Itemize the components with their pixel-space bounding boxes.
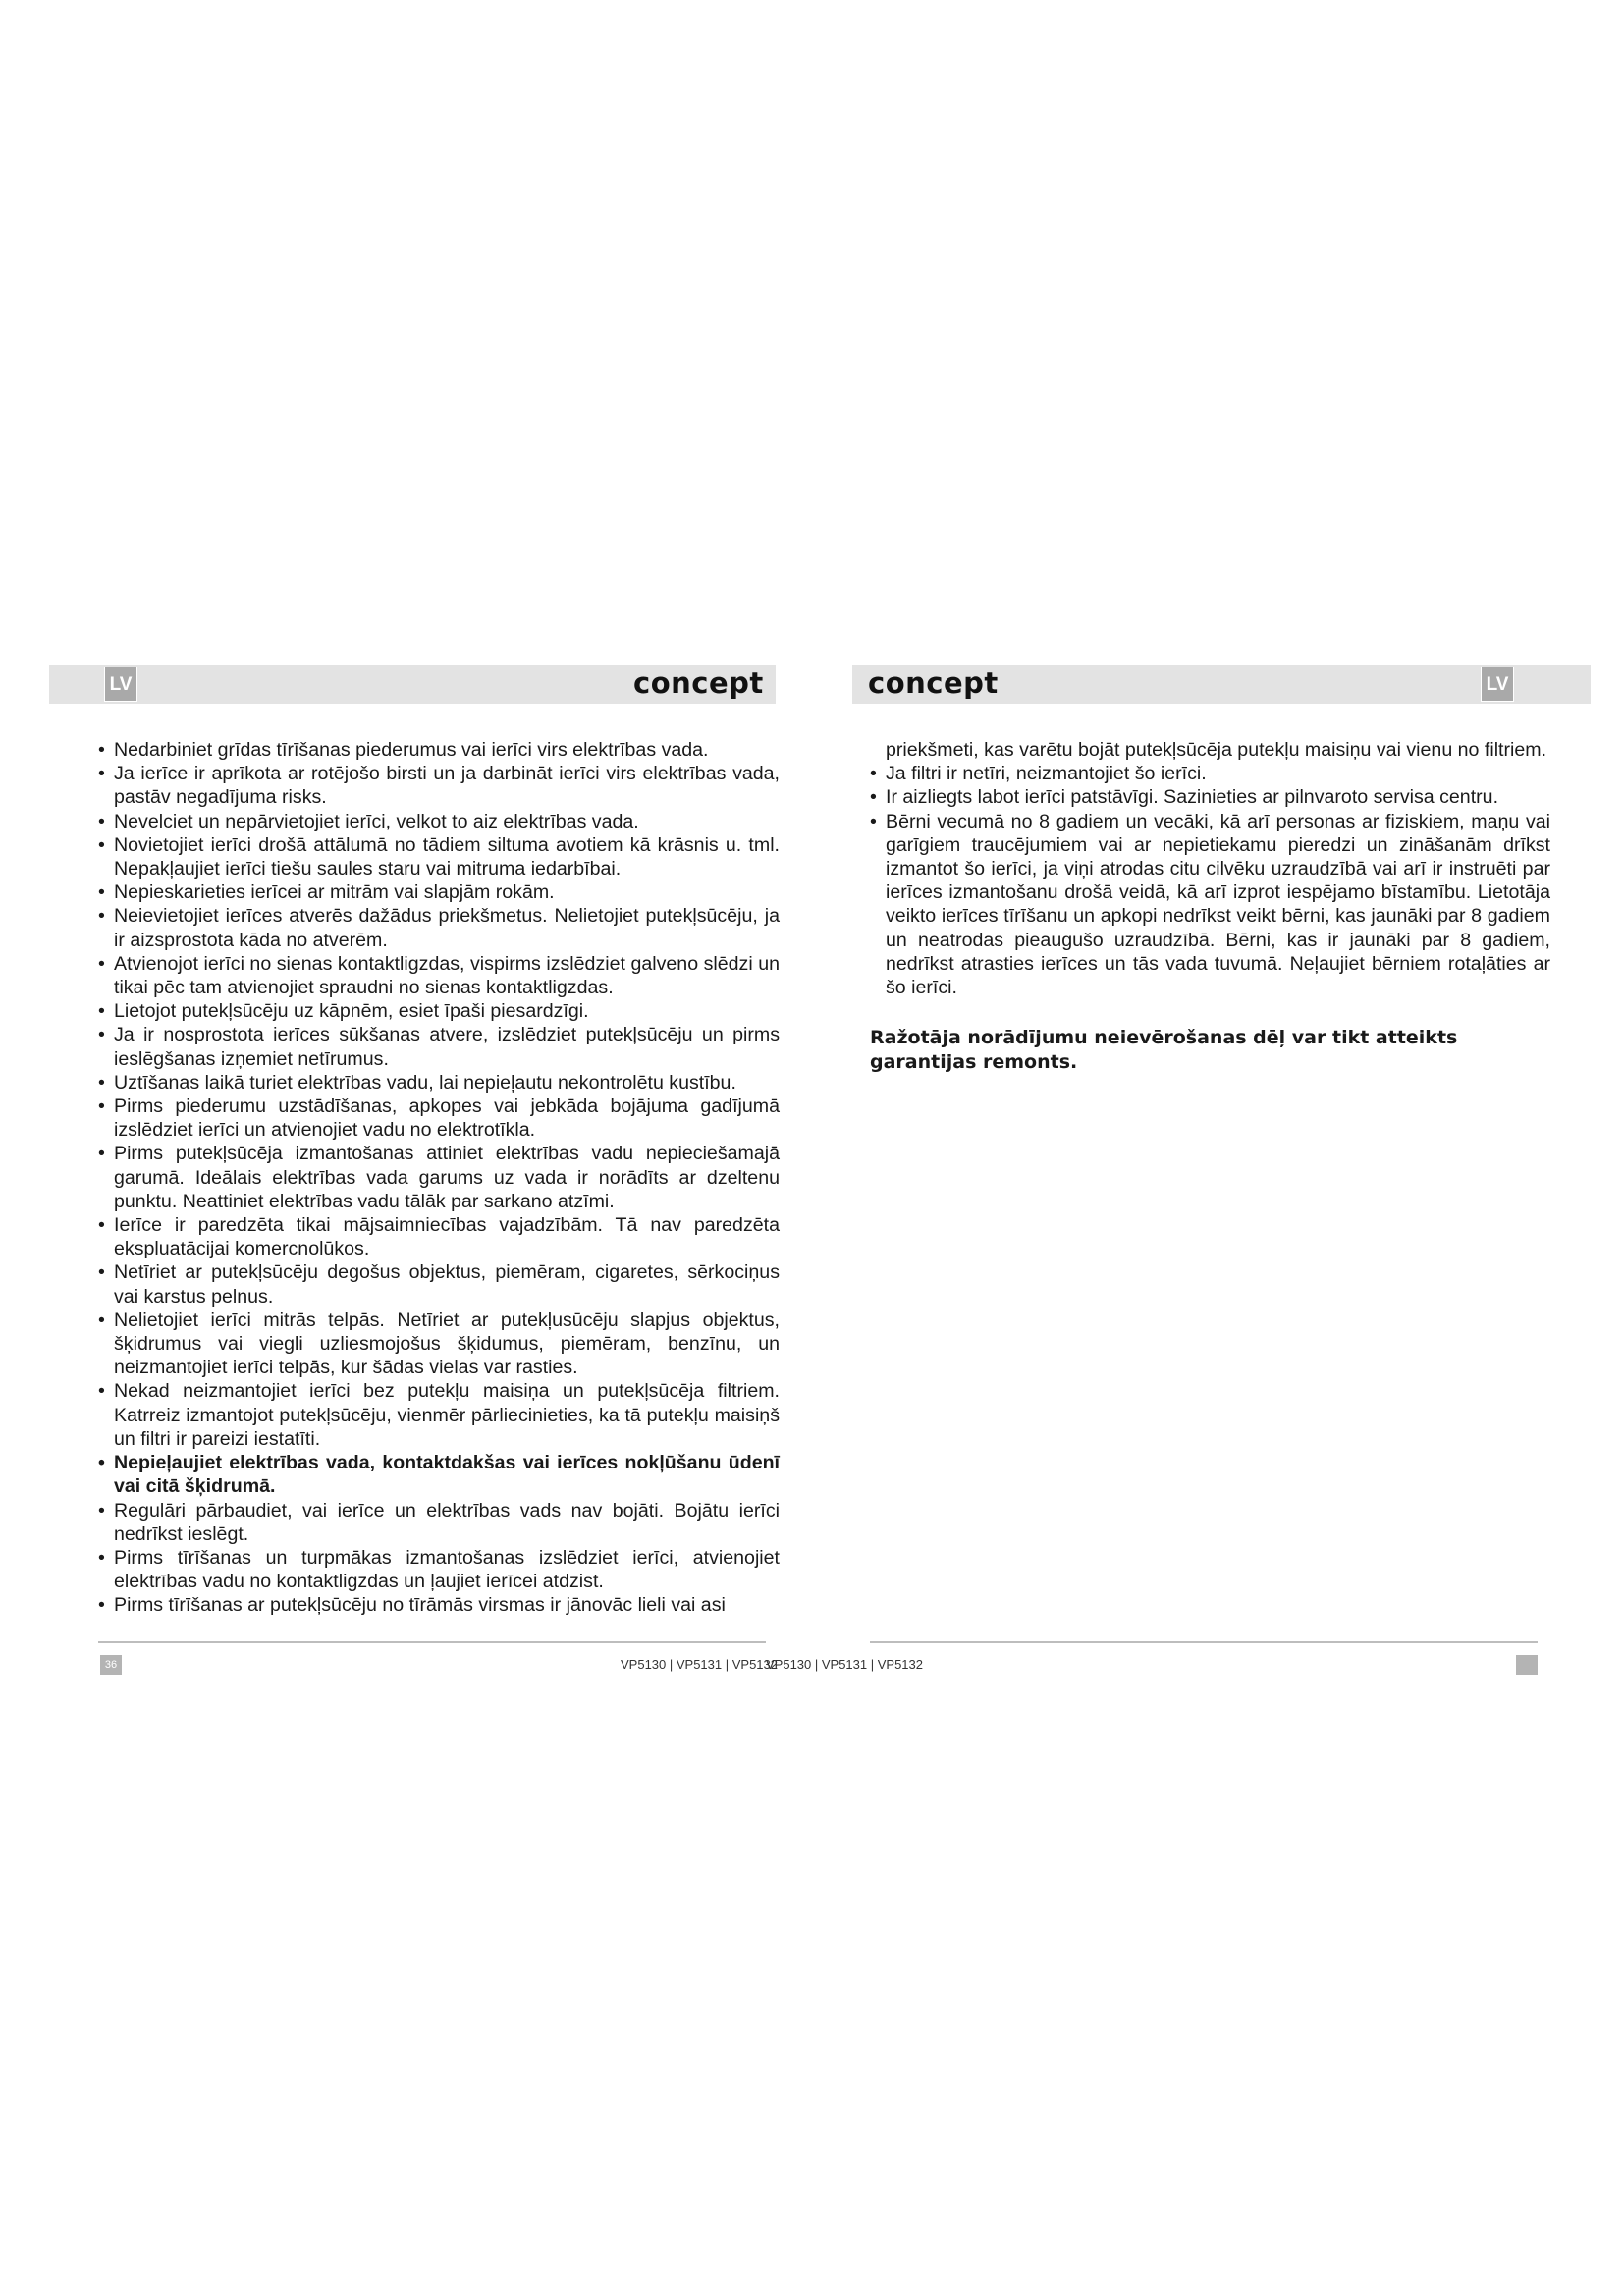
list-item: • Nelietojiet ierīci mitrās telpās. Netīriet ar putekļusūcēju slapjus objektus, šķidrumus vai viegli uzliesmojošus šķidumus, piemēram, benzīnu, un neizmantojiet ierīci telpās, kur šādas vielas var rasties. [98, 1308, 780, 1380]
right-column [870, 738, 1550, 1094]
list-item: • Uztīšanas laikā turiet elektrības vadu, lai nepieļautu nekontrolētu kustību. [98, 1071, 780, 1095]
list-item: • Ja ir nosprostota ierīces sūkšanas atvere, izslēdziet putekļsūcēju un pirms ieslēgšanas izņemiet netīrumus. [98, 1023, 780, 1070]
list-item: • Regulāri pārbaudiet, vai ierīce un elektrības vads nav bojāti. Bojātu ierīci nedrīkst ieslēgt. [98, 1499, 780, 1546]
list-item: • Pirms tīrīšanas un turpmākas izmantošanas izslēdziet ierīci, atvienojiet elektrības vadu no kontaktligzdas un ļaujiet ierīcei atdzist. [98, 1546, 780, 1593]
footer-rule-right [870, 1641, 1538, 1643]
language-badge-left: LV [104, 667, 137, 702]
page-marker-right [1516, 1655, 1538, 1675]
warranty-notice: Ražotāja norādījumu neievērošanas dēļ var tikt atteikts garantijas remonts. [870, 1027, 1458, 1074]
list-item: • Novietojiet ierīci drošā attālumā no tādiem siltuma avotiem kā krāsnis u. tml. Nepakļaujiet ierīci tiešu saules staru vai mitruma iedarbībai. [98, 833, 780, 881]
list-item: • Nekad neizmantojiet ierīci bez putekļu maisiņa un putekļsūcēja filtriem. Katrreiz izmantojot putekļsūcēju, vienmēr pārliecinieties, ka tā putekļu maisiņš un filtri ir pareizi iestatīti. [98, 1379, 780, 1451]
list-item: • Nedarbiniet grīdas tīrīšanas piederumus vai ierīci virs elektrības vada. [98, 738, 780, 762]
language-badge-right: LV [1481, 667, 1514, 702]
list-item: • Ja ierīce ir aprīkota ar rotējošo birsti un ja darbināt ierīci virs elektrības vada, pastāv negadījuma risks. [98, 762, 780, 809]
list-item: • Netīriet ar putekļsūcēju degošus objektus, piemēram, cigaretes, sērkociņus vai karstus pelnus. [98, 1260, 780, 1308]
brand-logo-left: concept [633, 667, 764, 700]
footer-rule-left [98, 1641, 766, 1643]
list-item: • Pirms tīrīšanas ar putekļsūcēju no tīrāmās virsmas ir jānovāc lieli vai asi [98, 1593, 780, 1617]
list-item: • Pirms piederumu uzstādīšanas, apkopes vai jebkāda bojājuma gadījumā izslēdziet ierīci un atvienojiet vadu no elektrotīkla. [98, 1095, 780, 1142]
list-item: • Pirms putekļsūcēja izmantošanas attiniet elektrības vadu nepieciešamajā garumā. Ideālais elektrības vada garums uz vada ir norādīts ar dzeltenu punktu. Neattiniet elektrības vadu tālāk par sarkano atzīmi. [98, 1142, 780, 1213]
left-column [98, 738, 780, 1618]
brand-logo-right: concept [868, 667, 999, 700]
list-item: • Nepieskarieties ierīcei ar mitrām vai slapjām rokām. [98, 881, 780, 904]
model-numbers-right: VP5130 | VP5131 | VP5132 [766, 1657, 923, 1672]
list-item: • Atvienojot ierīci no sienas kontaktligzdas, vispirms izslēdziet galveno slēdzi un tikai pēc tam atvienojiet spraudni no sienas kontaktligzdas. [98, 952, 780, 999]
list-item: • Bērni vecumā no 8 gadiem un vecāki, kā arī personas ar fiziskiem, maņu vai garīgiem traucējumiem vai ar nepietiekamu pieredzi un zināšanām drīkst izmantot šo ierīci, ja viņi atrodas citu cilvēku uzraudzībā vai arī ir instruēti par ierīces izmantošanu drošā veidā, kā arī izprot iespējamo bīstamību. Lietotāja veikto ierīces tīrīšanu un apkopi nedrīkst veikt bērni, kas jaunāki par 8 gadiem un neatrodas pieaugušo uzraudzībā. Bērni, kas ir jaunāki par 8 gadiem, nedrīkst atrasties ierīces un tās vada tuvumā. Neļaujiet bērniem rotaļāties ar šo ierīci. [870, 810, 1550, 1000]
list-item-continuation: priekšmeti, kas varētu bojāt putekļsūcēja putekļu maisiņu vai vienu no filtriem. [886, 739, 1547, 761]
list-item: • Lietojot putekļsūcēju uz kāpnēm, esiet īpaši piesardzīgi. [98, 999, 780, 1023]
list-item: • Ir aizliegts labot ierīci patstāvīgi. Sazinieties ar pilnvaroto servisa centru. [870, 785, 1550, 809]
model-numbers-left: VP5130 | VP5131 | VP5132 [621, 1657, 778, 1672]
page-number: 36 [100, 1655, 122, 1675]
list-item-warning: • Nepieļaujiet elektrības vada, kontaktdakšas vai ierīces nokļūšanu ūdenī vai citā šķidrumā. [98, 1451, 780, 1498]
list-item: • Neievietojiet ierīces atverēs dažādus priekšmetus. Nelietojiet putekļsūcēju, ja ir aizsprostota kāda no atverēm. [98, 904, 780, 951]
list-item: • Ierīce ir paredzēta tikai mājsaimniecības vajadzībām. Tā nav paredzēta ekspluatācijai komercnolūkos. [98, 1213, 780, 1260]
list-item: • Ja filtri ir netīri, neizmantojiet šo ierīci. [870, 762, 1550, 785]
list-item: • Nevelciet un nepārvietojiet ierīci, velkot to aiz elektrības vada. [98, 810, 780, 833]
